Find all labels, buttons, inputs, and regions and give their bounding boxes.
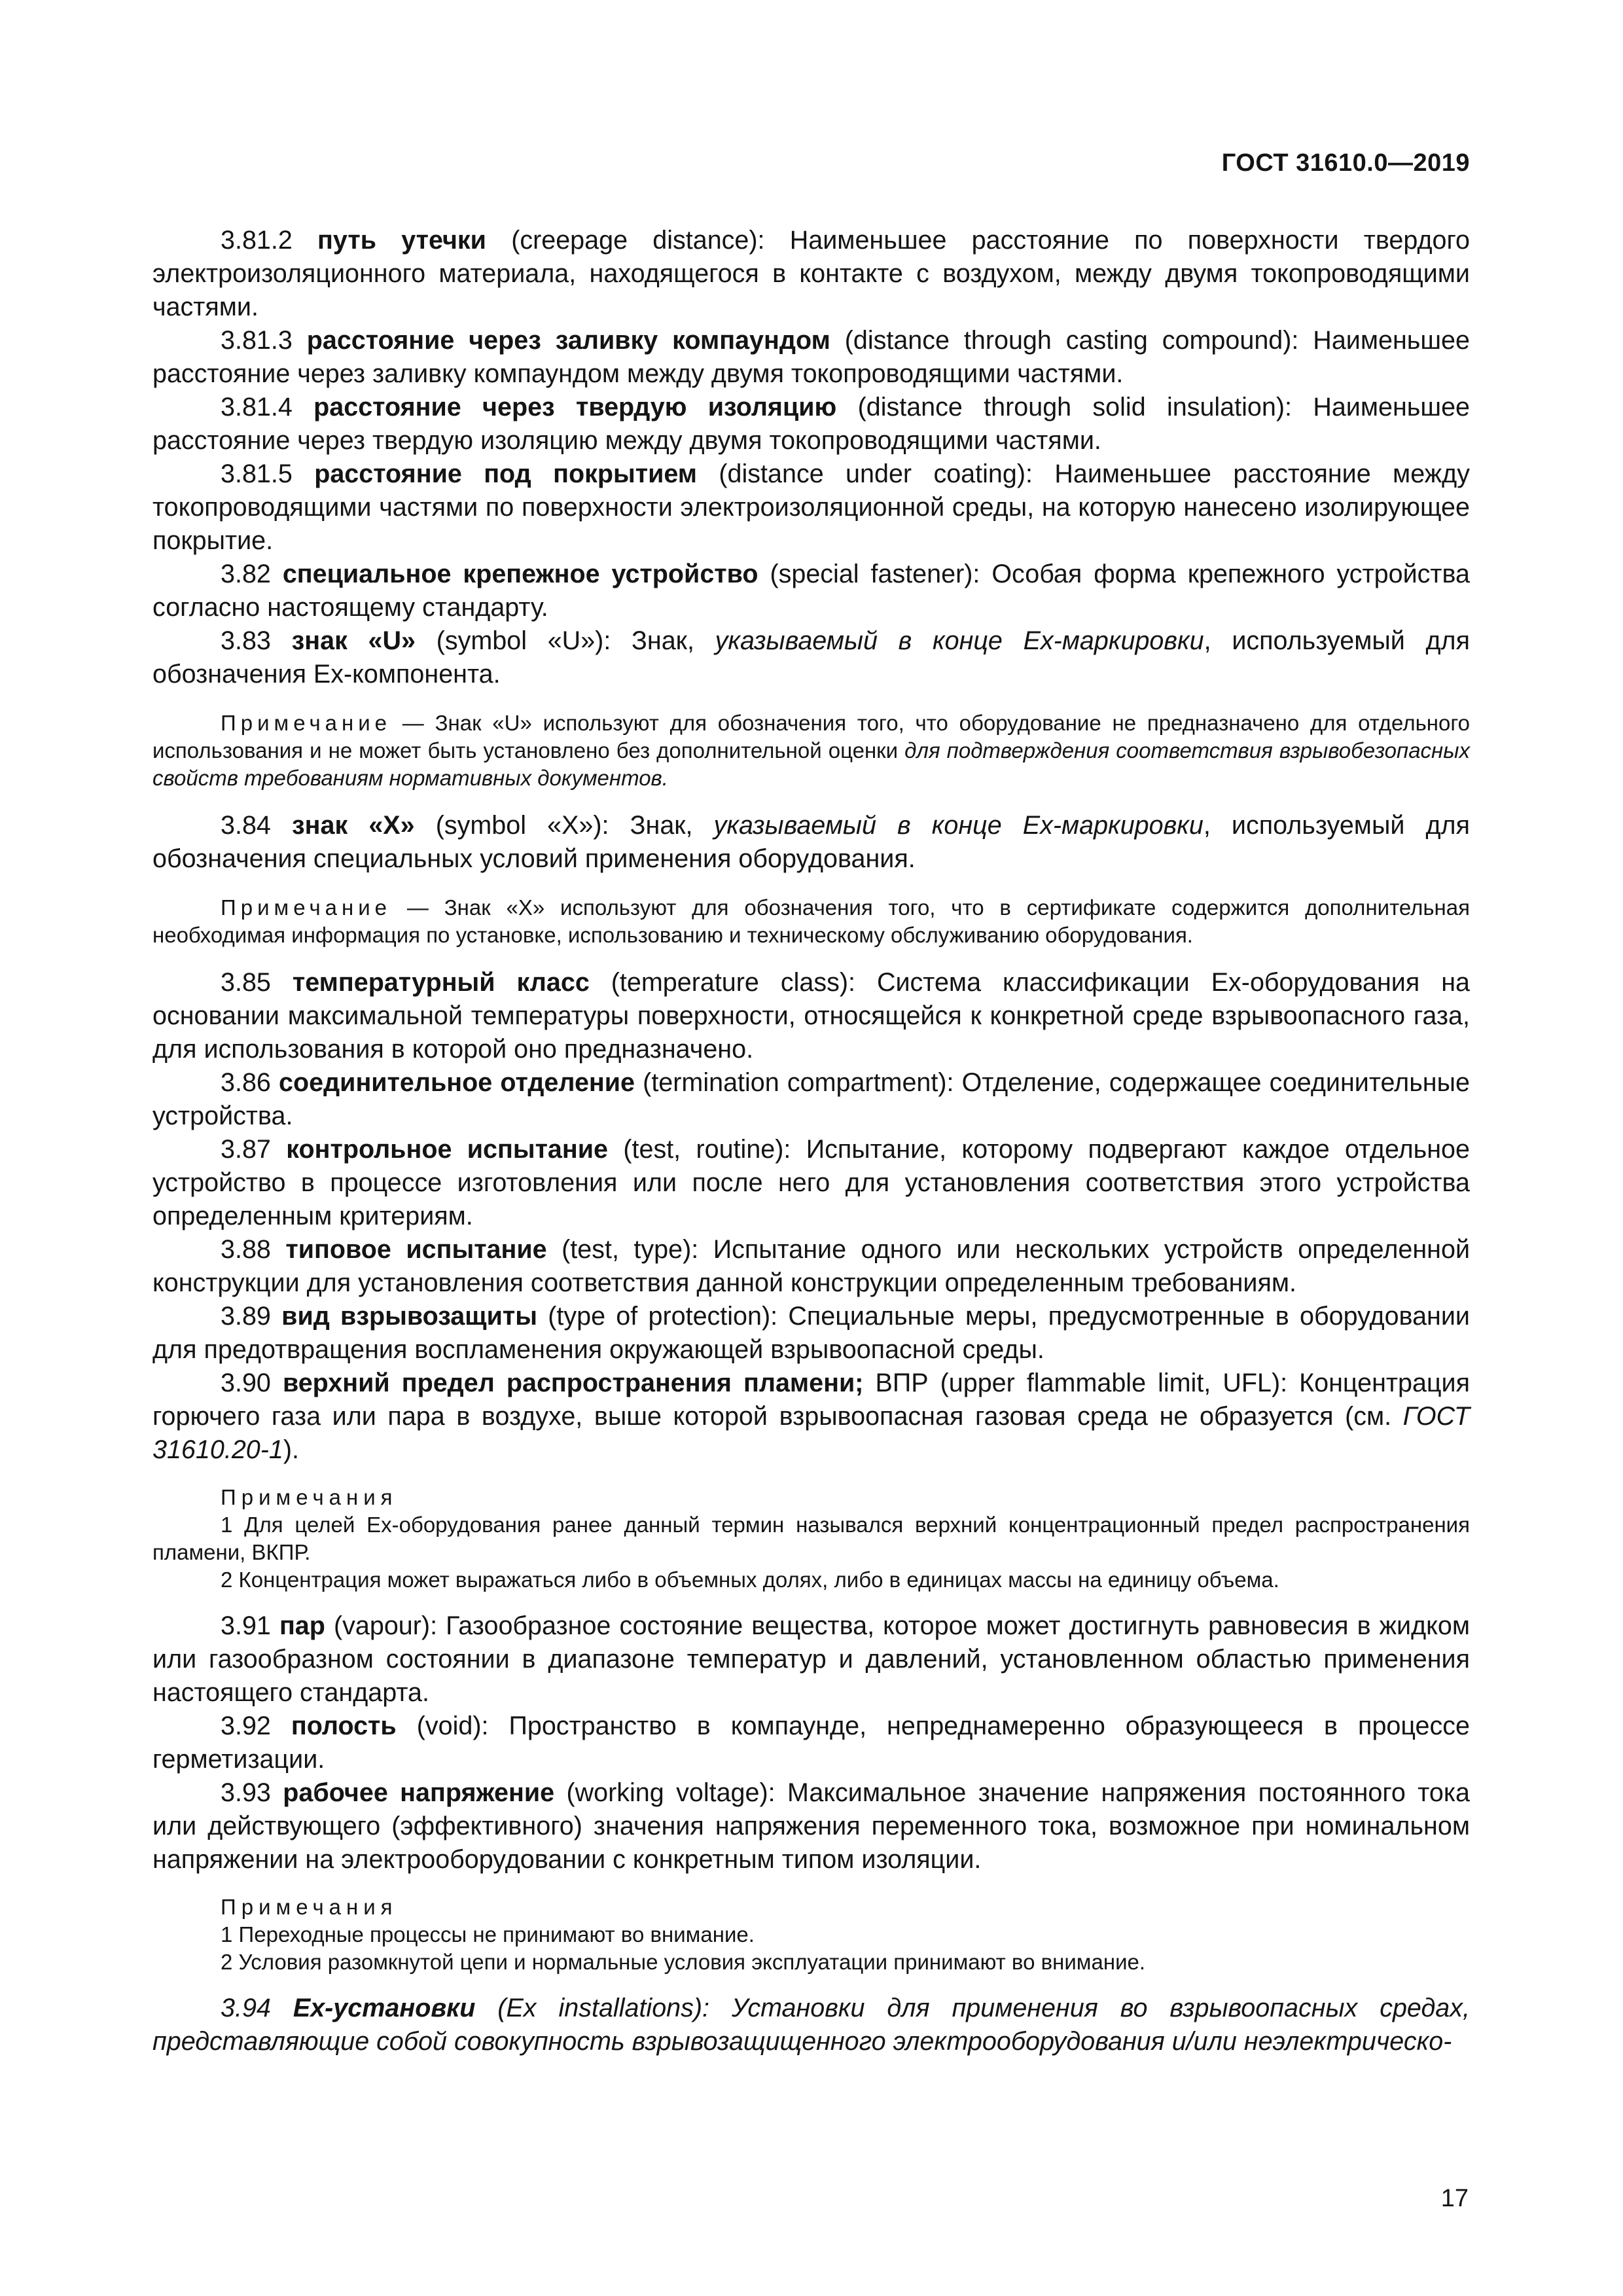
term-definition: Наименьшее расстояние через заливку компаундом между двумя токопроводящими частями.	[152, 326, 1470, 388]
term-3-81-2	[152, 224, 1470, 324]
term-english: (working voltage):	[566, 1778, 776, 1807]
notes-3-90	[152, 1484, 1470, 1594]
term-english: (type of protection):	[548, 1302, 778, 1331]
term-number: 3.92	[221, 1712, 271, 1740]
term-english: (distance through casting compound):	[844, 326, 1299, 355]
note-text: — Знак «U» используют для обозначения того, что оборудование не предназначено для отдельного использования и не может быть установлено без дополнительной оценки	[152, 711, 1471, 762]
term-number: 3.84	[221, 811, 271, 840]
note-item: 1 Для целей Ex-оборудования ранее данный термин назывался верхний концентрационный предел распространения пламени, ВКПР.	[152, 1513, 1470, 1564]
term-english: (termination compartment):	[643, 1068, 954, 1097]
note-text: — Знак «X» используют для обозначения того, что в сертификате содержится дополнительная необходимая информация по установке, использованию и техническому обслуживанию оборудования.	[152, 895, 1470, 947]
term-number: 3.93	[221, 1778, 271, 1807]
term-3-87	[152, 1133, 1470, 1233]
term-3-89	[152, 1300, 1470, 1367]
term-3-94	[152, 1992, 1470, 2058]
term-3-92	[152, 1710, 1470, 1776]
term-english: (test, type):	[562, 1235, 699, 1264]
note-item: 2 Условия разомкнутой цепи и нормальные условия эксплуатации принимают во внимание.	[221, 1950, 1146, 1974]
term-definition: Пространство в компаунде, непреднамеренно образующееся в процессе герметизации.	[152, 1712, 1470, 1774]
term-3-86	[152, 1066, 1470, 1133]
term-name: знак «U»	[291, 626, 416, 655]
term-name: пар	[279, 1611, 325, 1640]
term-3-91	[152, 1609, 1470, 1710]
term-definition: Газообразное состояние вещества, которое может достигнуть равновесия в жидком или газообразном состоянии в диапазоне температур и давлений, установленном областью применения настоящего стандарта.	[152, 1611, 1470, 1707]
term-english: (creepage distance):	[511, 226, 765, 255]
term-definition: Отделение, содержащее соединительные устройства.	[152, 1068, 1470, 1130]
term-english: (temperature class):	[611, 968, 855, 997]
term-name: соединительное отделение	[279, 1068, 635, 1097]
term-definition-italic: указываемый в конце Ex-маркировки	[713, 811, 1204, 840]
term-3-84	[152, 809, 1470, 876]
term-english: (vapour):	[333, 1611, 438, 1640]
notes-3-93	[152, 1893, 1470, 1976]
term-number: 3.86	[221, 1068, 271, 1097]
term-number: 3.83	[221, 626, 271, 655]
terms-section	[152, 224, 1470, 2058]
term-3-88	[152, 1233, 1470, 1300]
term-number: 3.81.2	[221, 226, 293, 255]
term-3-85	[152, 966, 1470, 1066]
term-name: контрольное испытание	[286, 1135, 609, 1164]
term-definition: Наименьшее расстояние через твердую изоляцию между двумя токопроводящими частями.	[152, 393, 1471, 455]
term-name: расстояние через твердую изоляцию	[313, 393, 837, 422]
term-definition: Специальные меры, предусмотренные в оборудовании для предотвращения воспламенения окружающей взрывоопасной среды.	[152, 1302, 1470, 1364]
note-text-italic: для подтверждения соответствия взрывобезопасных свойств требованиям нормативных документов.	[152, 738, 1470, 790]
term-number: 3.82	[221, 560, 271, 588]
term-english: (void):	[416, 1712, 489, 1740]
term-number: 3.81.5	[221, 459, 293, 488]
term-definition: Установки для применения во взрывоопасных средах, представляющие собой совокупность взрывозащищенного электрооборудования и/или неэлектрическо-	[152, 1994, 1470, 2056]
term-definition: Наименьшее расстояние по поверхности твердого электроизоляционного материала, находящегося в контакте с воздухом, между двумя токопроводящими частями.	[152, 226, 1470, 321]
document-header: ГОСТ 31610.0—2019	[1221, 149, 1470, 177]
note-3-84	[152, 894, 1470, 949]
term-number: 3.81.4	[221, 393, 293, 422]
term-definition-tail: ).	[283, 1435, 300, 1464]
term-english: (symbol «U»):	[436, 626, 611, 655]
term-definition: Наименьшее расстояние между токопроводящими частями по поверхности электроизоляционной среды, на которую нанесено изолирующее покрытие.	[152, 459, 1470, 555]
term-name: верхний предел распространения пламени;	[282, 1369, 864, 1397]
term-definition-italic: указываемый в конце Ex-маркировки	[715, 626, 1204, 655]
term-name: путь утечки	[317, 226, 486, 255]
notes-title: Примечания	[221, 1895, 398, 1919]
term-number: 3.85	[221, 968, 271, 997]
note-3-83	[152, 709, 1470, 792]
term-name: знак «X»	[292, 811, 415, 840]
term-3-82	[152, 558, 1470, 624]
term-number: 3.94	[221, 1994, 271, 2022]
term-definition: Испытание, которому подвергают каждое отдельное устройство в процессе изготовления или после него для установления соответствия этого устройства определенным критериям.	[152, 1135, 1470, 1230]
term-3-81-4	[152, 391, 1470, 457]
term-name: расстояние под покрытием	[314, 459, 698, 488]
note-item: 1 Переходные процессы не принимают во внимание.	[221, 1922, 755, 1946]
term-english: (special fastener):	[770, 560, 980, 588]
standard-reference: ГОСТ 31610.20-1	[152, 1402, 1470, 1464]
term-english: (test, routine):	[623, 1135, 791, 1164]
term-number: 3.89	[221, 1302, 271, 1331]
term-definition: Знак,	[632, 626, 694, 655]
term-3-81-5	[152, 457, 1470, 558]
term-english: (Ex installations):	[497, 1994, 710, 2022]
term-name: полость	[291, 1712, 397, 1740]
term-definition: Испытание одного или нескольких устройств определенной конструкции для установления соответствия данной конструкции определенным требованиям.	[152, 1235, 1471, 1297]
term-name: Ex-установки	[293, 1994, 476, 2022]
term-definition: Знак,	[630, 811, 693, 840]
term-number: 3.87	[221, 1135, 271, 1164]
term-3-90	[152, 1367, 1470, 1467]
term-name: рабочее напряжение	[283, 1778, 555, 1807]
term-3-83	[152, 624, 1470, 691]
term-definition: Система классификации Ex-оборудования на основании максимальной температуры поверхности, относящейся к конкретной среде взрывоопасного газа, для использования в которой оно предназначено.	[152, 968, 1471, 1064]
term-definition: Максимальное значение напряжения постоянного тока или действующего (эффективного) значения напряжения переменного тока, возможное при номинальном напряжении на электрооборудовании с конкретным типом изоляции.	[152, 1778, 1470, 1874]
note-item: 2 Концентрация может выражаться либо в объемных долях, либо в единицах массы на единицу объема.	[221, 1568, 1279, 1592]
term-name: температурный класс	[292, 968, 590, 997]
term-name: вид взрывозащиты	[281, 1302, 537, 1331]
term-number: 3.81.3	[221, 326, 293, 355]
term-name: типовое испытание	[285, 1235, 547, 1264]
note-label: Примечание	[221, 711, 392, 735]
term-definition: Концентрация горючего газа или пара в воздухе, выше которой взрывоопасная газовая среда не образуется (см.	[152, 1369, 1470, 1431]
term-definition-tail: , используемый для обозначения специальных условий применения оборудования.	[152, 811, 1470, 873]
term-definition: Особая форма крепежного устройства согласно настоящему стандарту.	[152, 560, 1470, 622]
term-3-93	[152, 1776, 1470, 1876]
term-name: расстояние через заливку компаундом	[306, 326, 830, 355]
term-english: (symbol «X»):	[435, 811, 609, 840]
term-definition-tail: , используемый для обозначения Ex-компонента.	[152, 626, 1470, 689]
term-number: 3.90	[221, 1369, 271, 1397]
term-english: (distance through solid insulation):	[857, 393, 1292, 422]
term-number: 3.91	[221, 1611, 271, 1640]
term-english: (distance under coating):	[719, 459, 1033, 488]
page-number: 17	[1440, 2185, 1469, 2212]
term-number: 3.88	[221, 1235, 271, 1264]
term-name: специальное крепежное устройство	[282, 560, 758, 588]
term-3-81-3	[152, 324, 1470, 391]
note-label: Примечание	[221, 895, 392, 920]
term-english: ВПР (upper flammable limit, UFL):	[875, 1369, 1288, 1397]
notes-title: Примечания	[221, 1485, 398, 1509]
